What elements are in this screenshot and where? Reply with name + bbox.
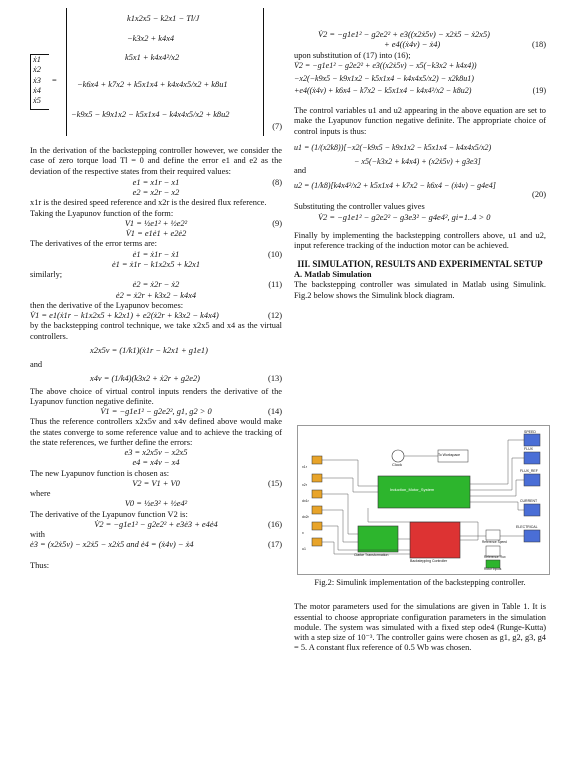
paragraph: Thus the reference controllers x2x5v and x4v defined above would make the states converge to some reference value and to achieve the tracking of the state references, we further define the errors: xyxy=(30,417,282,447)
equation: V̇1 = e1ė1 + e2ė2 xyxy=(125,229,187,238)
lhs-x2: ẋ2 xyxy=(33,65,41,75)
equation-number: (13) xyxy=(268,374,282,384)
block-label: ELECTRICAL xyxy=(516,525,538,529)
equation: V1 = ½e1² + ½e2² xyxy=(124,218,188,228)
paragraph: The above choice of virtual control inputs renders the derivative of the Lyapunov function negative definite. xyxy=(30,386,282,406)
eq7-row3: k5x1 + k4x4²/x2 xyxy=(125,53,180,62)
lhs-x4: ẋ4 xyxy=(33,85,41,95)
equation: ė2 = ẋ2r − ẋ2 xyxy=(132,280,180,290)
figure-caption: Fig.2: Simulink implementation of the backstepping controller. xyxy=(314,578,526,587)
paragraph: The control variables u1 and u2 appearing in the above equation are set to make the Lyapunov function negative definite. The appropriate choice of control inputs is thus: xyxy=(294,106,546,136)
equation: ė1 = ẋ1r − k1x2x5 + k2x1 xyxy=(111,259,201,269)
block-label: u1 xyxy=(302,547,306,551)
eq7-number: (7) xyxy=(272,122,282,131)
paragraph: Taking the Lyapunov function of the form: xyxy=(30,208,174,218)
paragraph: similarly; xyxy=(30,270,63,279)
equation-number: (12) xyxy=(268,311,282,320)
paragraph: where xyxy=(30,489,51,498)
equation-number: (20) xyxy=(532,190,546,200)
paragraph: Thus: xyxy=(30,560,50,570)
block-label: x xyxy=(302,531,304,535)
equation: ė3 = (x2ẋ5v) − x2ẋ5 − x2ẋ5 and ė4 = (ẋ4v) − ẋ4 xyxy=(30,540,194,550)
equation: V0 = ½e3² + ½e4² xyxy=(124,499,188,509)
lhs-x3: ẋ3 xyxy=(33,75,41,85)
equation-number: (19) xyxy=(532,86,546,96)
eq7-row5: −k9x5 − k9x1x2 − k5x1x4 − k4x4x5/x2 + k8u2 xyxy=(71,110,230,119)
block-label: Reference Speed xyxy=(482,540,507,544)
paragraph: with xyxy=(30,530,45,539)
block-label: FLUX xyxy=(524,447,533,451)
paragraph: In the derivation of the backstepping controller however, we consider the case of zero torque load Tl = 0 and define the error e1 and e2 as the deviation of the respective states from their required values: xyxy=(30,146,282,176)
equation: V̇2 = −g1e1² − g2e2² − g3e3² − g4e4², gi=1..4 > 0 xyxy=(318,212,491,222)
paragraph: The backstepping controller was simulated in Matlab using Simulink. Fig.2 below shows the Simulink block diagram. xyxy=(294,280,546,300)
equation-number: (11) xyxy=(268,280,282,290)
equation: − x5(−k3x2 + k4x4) + (x2ẋ5v) + g3e3] xyxy=(354,156,481,166)
paragraph: The derivatives of the error terms are: xyxy=(30,239,157,249)
paragraph: The derivative of the Lyapunov function V2 is: xyxy=(30,509,188,519)
eq7-row4: −k6x4 + k7x2 + k5x1x4 + k4x4x5/x2 + k8u1 xyxy=(77,80,228,89)
paragraph: The motor parameters used for the simulations are given in Table 1. It is essential to choose appropriate configuration parameters in the simulation module. The system was simulated with a fixed step ode4 (Runge-Kutta) with a step size of 10⁻³. The controller gains were chosen as g1, g2, g3, g4 = 5. A constant flux reference of 0.5 Wb was chosen. xyxy=(294,602,546,653)
equation: + e4((ẋ4v) − ẋ4) xyxy=(384,40,441,50)
block-label: dx2r xyxy=(302,515,309,519)
equation: e4 = x4v − x4 xyxy=(132,458,180,468)
equation-number: (10) xyxy=(268,249,282,259)
block-label: Backstepping Controller xyxy=(410,559,448,563)
equation: V̇2 = −g1e1² − g2e2² + e3((x2ẋ5v) − x5(−k3x2 + k4x4)) xyxy=(294,60,477,70)
equation-number: (18) xyxy=(532,40,546,50)
block-label: SPEED xyxy=(524,430,536,434)
equation-number: (9) xyxy=(272,218,282,228)
equation: −x2(−k9x5 − k9x1x2 − k5x1x4 − k4x4x5/x2) − x2k8u1) xyxy=(294,73,474,83)
controller-block xyxy=(410,522,460,558)
equation-number: (14) xyxy=(268,407,282,416)
block-label: CURRENT xyxy=(520,499,538,503)
block-label: FLUX_REF xyxy=(520,469,538,473)
paragraph: upon substitution of (17) into (16); xyxy=(294,50,411,60)
equation: e3 = x2x5v − x2x5 xyxy=(124,448,188,457)
block-label: Reference Flux xyxy=(484,555,506,559)
equation: e2 = x2r − x2 xyxy=(132,188,180,197)
block-label: To Workspace xyxy=(438,453,461,457)
equation-number: (15) xyxy=(268,478,282,488)
equation: V̇2 = −g1e1² − g2e2² + e3ė3 + e4ė4 xyxy=(94,519,218,529)
equation: x2x5v = (1/k1)(ẋ1r − k2x1 + g1e1) xyxy=(90,345,208,355)
equation: +e4((ẋ4v) + k6x4 − k7x2 − k5x1x4 − k4x4²/x2 − k8u2) xyxy=(294,86,472,96)
paragraph: then the derivative of the Lyapunov becomes: xyxy=(30,300,184,310)
equation: u1 = (1/(x2k8))[−x2(−k9x5 − k9x1x2 − k5x1x4 − k4x4x5/x2) xyxy=(294,142,492,152)
paragraph: by the backstepping control technique, we take x2x5 and x4 as the virtual controllers. xyxy=(30,321,282,341)
block-label: x2r xyxy=(302,483,307,487)
equation: u2 = (1/k8)[k4x4²/x2 + k5x1x4 + k7x2 − k6x4 − (ẋ4v) − g4e4] xyxy=(294,180,496,190)
equation: V̇1 = e1(ẋ1r − k1x2x5 + k2x1) + e2(ẋ2r + k3x2 − k4x4) xyxy=(30,311,219,320)
subsection-heading: A. Matlab Simulation xyxy=(294,270,372,280)
block-label: Rotor Inputs xyxy=(484,567,502,571)
state-equation-7: ẋ1 ẋ2 ẋ3 ẋ4 ẋ5 = k1x2x5 − k2x1 − Tl/J −k3x2 + k4x4 k5x1 + k4x4²/x2 −k6x4 + k7x2 + k5x1x4 + k4x4x5/x2 + k8u1 −k9x5 − k9x1x2 − k5x1x4 − k4x4x5/x2 + k8u2 (7) xyxy=(30,8,282,136)
paragraph: and xyxy=(294,166,307,176)
equation: e1 = x1r − x1 xyxy=(132,177,180,187)
clock-icon xyxy=(392,450,404,462)
equation: ė2 = ẋ2r + k3x2 − k4x4 xyxy=(115,290,197,300)
lhs-x5: ẋ5 xyxy=(33,96,41,105)
paragraph: The new Lyapunov function is chosen as: xyxy=(30,468,170,478)
eq7-row2: −k3x2 + k4x4 xyxy=(127,34,175,43)
simulink-figure xyxy=(297,425,550,575)
equation-number: (17) xyxy=(268,540,282,550)
paragraph: Substituting the controller values gives xyxy=(294,202,425,212)
equation: ė1 = ẋ1r − ẋ1 xyxy=(132,249,180,259)
equation: V2 = V1 + V0 xyxy=(132,478,180,488)
equation-number: (16) xyxy=(268,519,282,529)
equation-number: (8) xyxy=(272,177,282,187)
block-label: Clarke Transformation xyxy=(354,553,389,557)
block-label: Clock xyxy=(392,462,403,467)
paragraph: and xyxy=(30,360,43,369)
block-label: Induction_Motor_System xyxy=(390,487,435,492)
equation: V̇2 = −g1e1² − g2e2² + e3((x2ẋ5v) − x2ẋ5 − ẋ2x5) xyxy=(318,30,490,39)
paragraph: Finally by implementing the backstepping controllers above, u1 and u2, input reference tracking of the induction motor can be achieved. xyxy=(294,230,546,250)
lhs-x1: ẋ1 xyxy=(33,55,41,64)
block-label: x1r xyxy=(302,465,307,469)
section-heading: III. SIMULATION, RESULTS AND EXPERIMENTAL SETUP xyxy=(297,259,543,270)
equation: x4v = (1/k4)(k3x2 + ẋ2r + g2e2) xyxy=(90,374,200,384)
block-label: dx1r xyxy=(302,499,309,503)
paragraph: x1r is the desired speed reference and x2r is the desired flux reference. xyxy=(30,198,267,208)
simulink-diagram xyxy=(298,426,549,574)
eq7-row1: k1x2x5 − k2x1 − Tl/J xyxy=(127,14,200,23)
equation: V̇1 = −g1e1² − g2e2², g1, g2 > 0 xyxy=(100,407,212,416)
clarke-block xyxy=(358,526,398,552)
